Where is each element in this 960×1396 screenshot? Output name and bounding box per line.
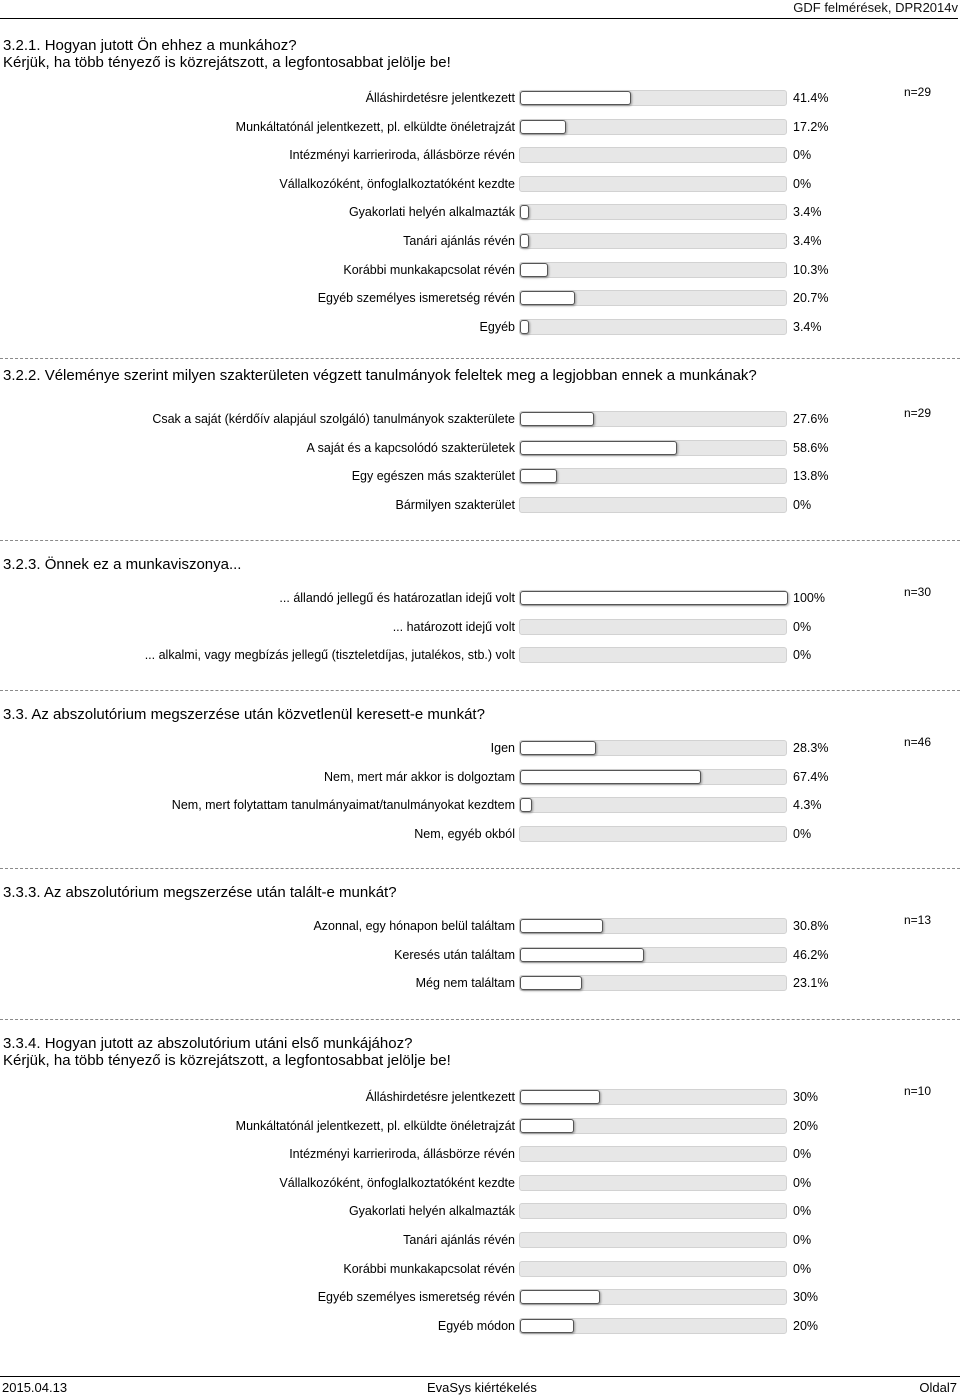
sample-size: n=10 <box>904 1084 932 1098</box>
answer-percent: 27.6% <box>793 412 829 426</box>
answer-bar-track <box>519 119 787 135</box>
answer-percent: 20.7% <box>793 291 829 305</box>
answer-label: Korábbi munkakapcsolat révén <box>343 1262 515 1276</box>
answer-row <box>0 1117 960 1137</box>
answer-bar-fill <box>520 1090 600 1104</box>
answer-bar-fill <box>520 1319 574 1333</box>
answer-bar-track <box>519 468 787 484</box>
answer-label: Gyakorlati helyén alkalmazták <box>348 1204 515 1218</box>
question-number: 3.2.2. <box>3 367 41 384</box>
answer-percent: 28.3% <box>793 741 829 755</box>
answer-label: Egyéb személyes ismeretség révén <box>317 1290 515 1304</box>
answer-row <box>0 796 960 816</box>
answer-row <box>0 1145 960 1165</box>
answer-percent: 13.8% <box>793 469 829 483</box>
section-divider <box>0 540 960 541</box>
answer-bar-track <box>519 440 787 456</box>
question-subtitle: Kérjük, ha több tényező is közrejátszott, a legfontosabbat jelölje be! <box>3 54 451 71</box>
answer-bar-fill <box>520 91 631 105</box>
answer-row <box>0 496 960 516</box>
answer-percent: 0% <box>793 620 812 634</box>
answer-percent: 30% <box>793 1290 819 1304</box>
answer-row <box>0 89 960 109</box>
section-divider <box>0 690 960 691</box>
answer-row <box>0 825 960 845</box>
answer-bar-fill <box>520 263 548 277</box>
answer-bar-fill <box>520 469 557 483</box>
answer-row <box>0 467 960 487</box>
answer-label: Intézményi karrieriroda, állásbörze révén <box>289 1147 515 1161</box>
answer-percent: 23.1% <box>793 976 829 990</box>
answer-percent: 0% <box>793 177 812 191</box>
answer-percent: 10.3% <box>793 263 829 277</box>
sample-size: n=29 <box>904 85 932 99</box>
answer-percent: 100% <box>793 591 825 605</box>
answer-row <box>0 410 960 430</box>
answer-percent: 30.8% <box>793 919 829 933</box>
answer-row <box>0 768 960 788</box>
answer-row <box>0 1231 960 1251</box>
answer-label: Egyéb <box>479 320 515 334</box>
section-divider <box>0 1019 960 1020</box>
answer-bar-track <box>519 1146 787 1162</box>
answer-label: Tanári ajánlás révén <box>403 234 515 248</box>
question-text: Véleménye szerint milyen szakterületen végzett tanulmányok feleltek meg a legjobban ennek a munkának? <box>44 367 757 384</box>
answer-bar-track <box>519 1289 787 1305</box>
answer-percent: 0% <box>793 1147 812 1161</box>
page-header <box>0 0 958 19</box>
question-text: Az abszolutórium megszerzése után közvetlenül keresett-e munkát? <box>31 706 485 723</box>
answer-bar-track <box>519 1118 787 1134</box>
question-title <box>3 706 485 724</box>
answer-percent: 0% <box>793 148 812 162</box>
answer-percent: 4.3% <box>793 798 822 812</box>
answer-row <box>0 589 960 609</box>
answer-bar-track <box>519 147 787 163</box>
answer-bar-fill <box>520 320 529 334</box>
answer-label: ... határozott idejű volt <box>392 620 515 634</box>
footer-date: 2015.04.13 <box>2 1380 68 1395</box>
question-text: Az abszolutórium megszerzése után talált-e munkát? <box>43 884 397 901</box>
answer-percent: 3.4% <box>793 234 822 248</box>
answer-label: Munkáltatónál jelentkezett, pl. elküldte önéletrajzát <box>235 120 515 134</box>
answer-row <box>0 439 960 459</box>
answer-percent: 0% <box>793 498 812 512</box>
answer-bar-track <box>519 826 787 842</box>
answer-bar-fill <box>520 798 532 812</box>
answer-bar-fill <box>520 205 529 219</box>
answer-bar-track <box>519 204 787 220</box>
answer-percent: 3.4% <box>793 205 822 219</box>
question-title <box>3 37 297 55</box>
sample-size: n=30 <box>904 585 932 599</box>
answer-bar-track <box>519 975 787 991</box>
answer-percent: 0% <box>793 827 812 841</box>
footer-center: EvaSys kiértékelés <box>427 1380 537 1395</box>
answer-label: ... állandó jellegű és határozatlan idejű volt <box>279 591 515 605</box>
answer-label: Nem, mert már akkor is dolgoztam <box>323 770 515 784</box>
answer-label: Nem, mert folytattam tanulmányaimat/tanulmányokat kezdtem <box>171 798 515 812</box>
answer-label: Tanári ajánlás révén <box>403 1233 515 1247</box>
question-title <box>3 1035 412 1053</box>
answer-bar-track <box>519 90 787 106</box>
answer-bar-track <box>519 619 787 635</box>
answer-label: Nem, egyéb okból <box>414 827 515 841</box>
question-title <box>3 556 241 574</box>
answer-percent: 0% <box>793 648 812 662</box>
answer-label: Intézményi karrieriroda, állásbörze révén <box>289 148 515 162</box>
answer-bar-track <box>519 1232 787 1248</box>
sample-size: n=29 <box>904 406 932 420</box>
question-text: Önnek ez a munkaviszonya... <box>44 556 242 573</box>
answer-row <box>0 946 960 966</box>
answer-row <box>0 146 960 166</box>
answer-label: Munkáltatónál jelentkezett, pl. elküldte önéletrajzát <box>235 1119 515 1133</box>
answer-bar-fill <box>520 291 575 305</box>
answer-bar-fill <box>520 976 582 990</box>
answer-label: Egyéb módon <box>437 1319 515 1333</box>
answer-bar-track <box>519 319 787 335</box>
answer-row <box>0 318 960 338</box>
answer-row <box>0 618 960 638</box>
answer-bar-track <box>519 590 787 606</box>
answer-row <box>0 974 960 994</box>
answer-percent: 0% <box>793 1176 812 1190</box>
answer-bar-track <box>519 1261 787 1277</box>
answer-bar-track <box>519 1203 787 1219</box>
answer-percent: 0% <box>793 1204 812 1218</box>
answer-percent: 0% <box>793 1233 812 1247</box>
section-divider <box>0 358 960 359</box>
question-number: 3.2.3. <box>3 556 41 573</box>
header-title: GDF felmérések, DPR2014v <box>793 0 958 15</box>
answer-row <box>0 175 960 195</box>
answer-percent: 20% <box>793 1319 819 1333</box>
answer-percent: 0% <box>793 1262 812 1276</box>
answer-bar-track <box>519 176 787 192</box>
answer-percent: 3.4% <box>793 320 822 334</box>
answer-bar-fill <box>520 234 529 248</box>
answer-bar-track <box>519 233 787 249</box>
question-number: 3.3.4. <box>3 1035 41 1052</box>
answer-row <box>0 1317 960 1337</box>
answer-percent: 41.4% <box>793 91 829 105</box>
answer-row <box>0 646 960 666</box>
answer-row <box>0 1202 960 1222</box>
answer-bar-fill <box>520 120 566 134</box>
answer-row <box>0 118 960 138</box>
answer-bar-track <box>519 1089 787 1105</box>
answer-bar-fill <box>520 919 603 933</box>
answer-bar-fill <box>520 1119 574 1133</box>
answer-bar-track <box>519 497 787 513</box>
question-number: 3.3. <box>3 706 29 723</box>
answer-label: Keresés után találtam <box>394 948 515 962</box>
answer-bar-track <box>519 947 787 963</box>
answer-percent: 67.4% <box>793 770 829 784</box>
answer-row <box>0 261 960 281</box>
question-title <box>3 884 397 902</box>
answer-bar-track <box>519 740 787 756</box>
answer-row <box>0 232 960 252</box>
answer-bar-fill <box>520 412 594 426</box>
answer-bar-track <box>519 262 787 278</box>
answer-percent: 58.6% <box>793 441 829 455</box>
sample-size: n=46 <box>904 735 932 749</box>
answer-bar-fill <box>520 591 788 605</box>
answer-row <box>0 1260 960 1280</box>
answer-bar-fill <box>520 1290 600 1304</box>
answer-percent: 30% <box>793 1090 819 1104</box>
answer-label: Gyakorlati helyén alkalmazták <box>348 205 515 219</box>
section-divider <box>0 868 960 869</box>
answer-percent: 20% <box>793 1119 819 1133</box>
answer-label: Bármilyen szakterület <box>395 498 515 512</box>
answer-label: Vállalkozóként, önfoglalkoztatóként kezdte <box>279 1176 515 1190</box>
footer-page: Oldal7 <box>919 1380 957 1395</box>
answer-label: Álláshirdetésre jelentkezett <box>365 1090 515 1104</box>
answer-bar-track <box>519 411 787 427</box>
answer-bar-track <box>519 290 787 306</box>
answer-bar-track <box>519 797 787 813</box>
answer-label: Vállalkozóként, önfoglalkoztatóként kezdte <box>279 177 515 191</box>
question-number: 3.2.1. <box>3 37 41 54</box>
question-text: Hogyan jutott az abszolutórium utáni első munkájához? <box>44 1035 413 1052</box>
answer-label: Igen <box>490 741 515 755</box>
answer-row <box>0 1088 960 1108</box>
answer-bar-fill <box>520 741 596 755</box>
page-footer <box>0 1376 960 1396</box>
answer-label: Egy egészen más szakterület <box>351 469 515 483</box>
answer-bar-track <box>519 769 787 785</box>
question-text: Hogyan jutott Ön ehhez a munkához? <box>44 37 297 54</box>
answer-row <box>0 739 960 759</box>
answer-label: A saját és a kapcsolódó szakterületek <box>306 441 515 455</box>
answer-percent: 17.2% <box>793 120 829 134</box>
answer-bar-track <box>519 1318 787 1334</box>
answer-row <box>0 917 960 937</box>
question-number: 3.3.3. <box>3 884 41 901</box>
answer-label: ... alkalmi, vagy megbízás jellegű (tiszteletdíjas, jutalékos, stb.) volt <box>144 648 515 662</box>
answer-label: Álláshirdetésre jelentkezett <box>365 91 515 105</box>
sample-size: n=13 <box>904 913 932 927</box>
answer-bar-fill <box>520 948 644 962</box>
answer-row <box>0 1288 960 1308</box>
answer-row <box>0 203 960 223</box>
answer-label: Korábbi munkakapcsolat révén <box>343 263 515 277</box>
answer-label: Azonnal, egy hónapon belül találtam <box>313 919 515 933</box>
answer-label: Egyéb személyes ismeretség révén <box>317 291 515 305</box>
answer-bar-track <box>519 647 787 663</box>
answer-bar-fill <box>520 770 701 784</box>
answer-row <box>0 1174 960 1194</box>
question-subtitle: Kérjük, ha több tényező is közrejátszott, a legfontosabbat jelölje be! <box>3 1052 451 1069</box>
answer-bar-fill <box>520 441 677 455</box>
answer-row <box>0 289 960 309</box>
answer-label: Csak a saját (kérdőív alapjául szolgáló) tanulmányok szakterülete <box>152 412 515 426</box>
answer-bar-track <box>519 918 787 934</box>
answer-percent: 46.2% <box>793 948 829 962</box>
answer-bar-track <box>519 1175 787 1191</box>
question-title <box>3 367 757 385</box>
answer-label: Még nem találtam <box>415 976 515 990</box>
